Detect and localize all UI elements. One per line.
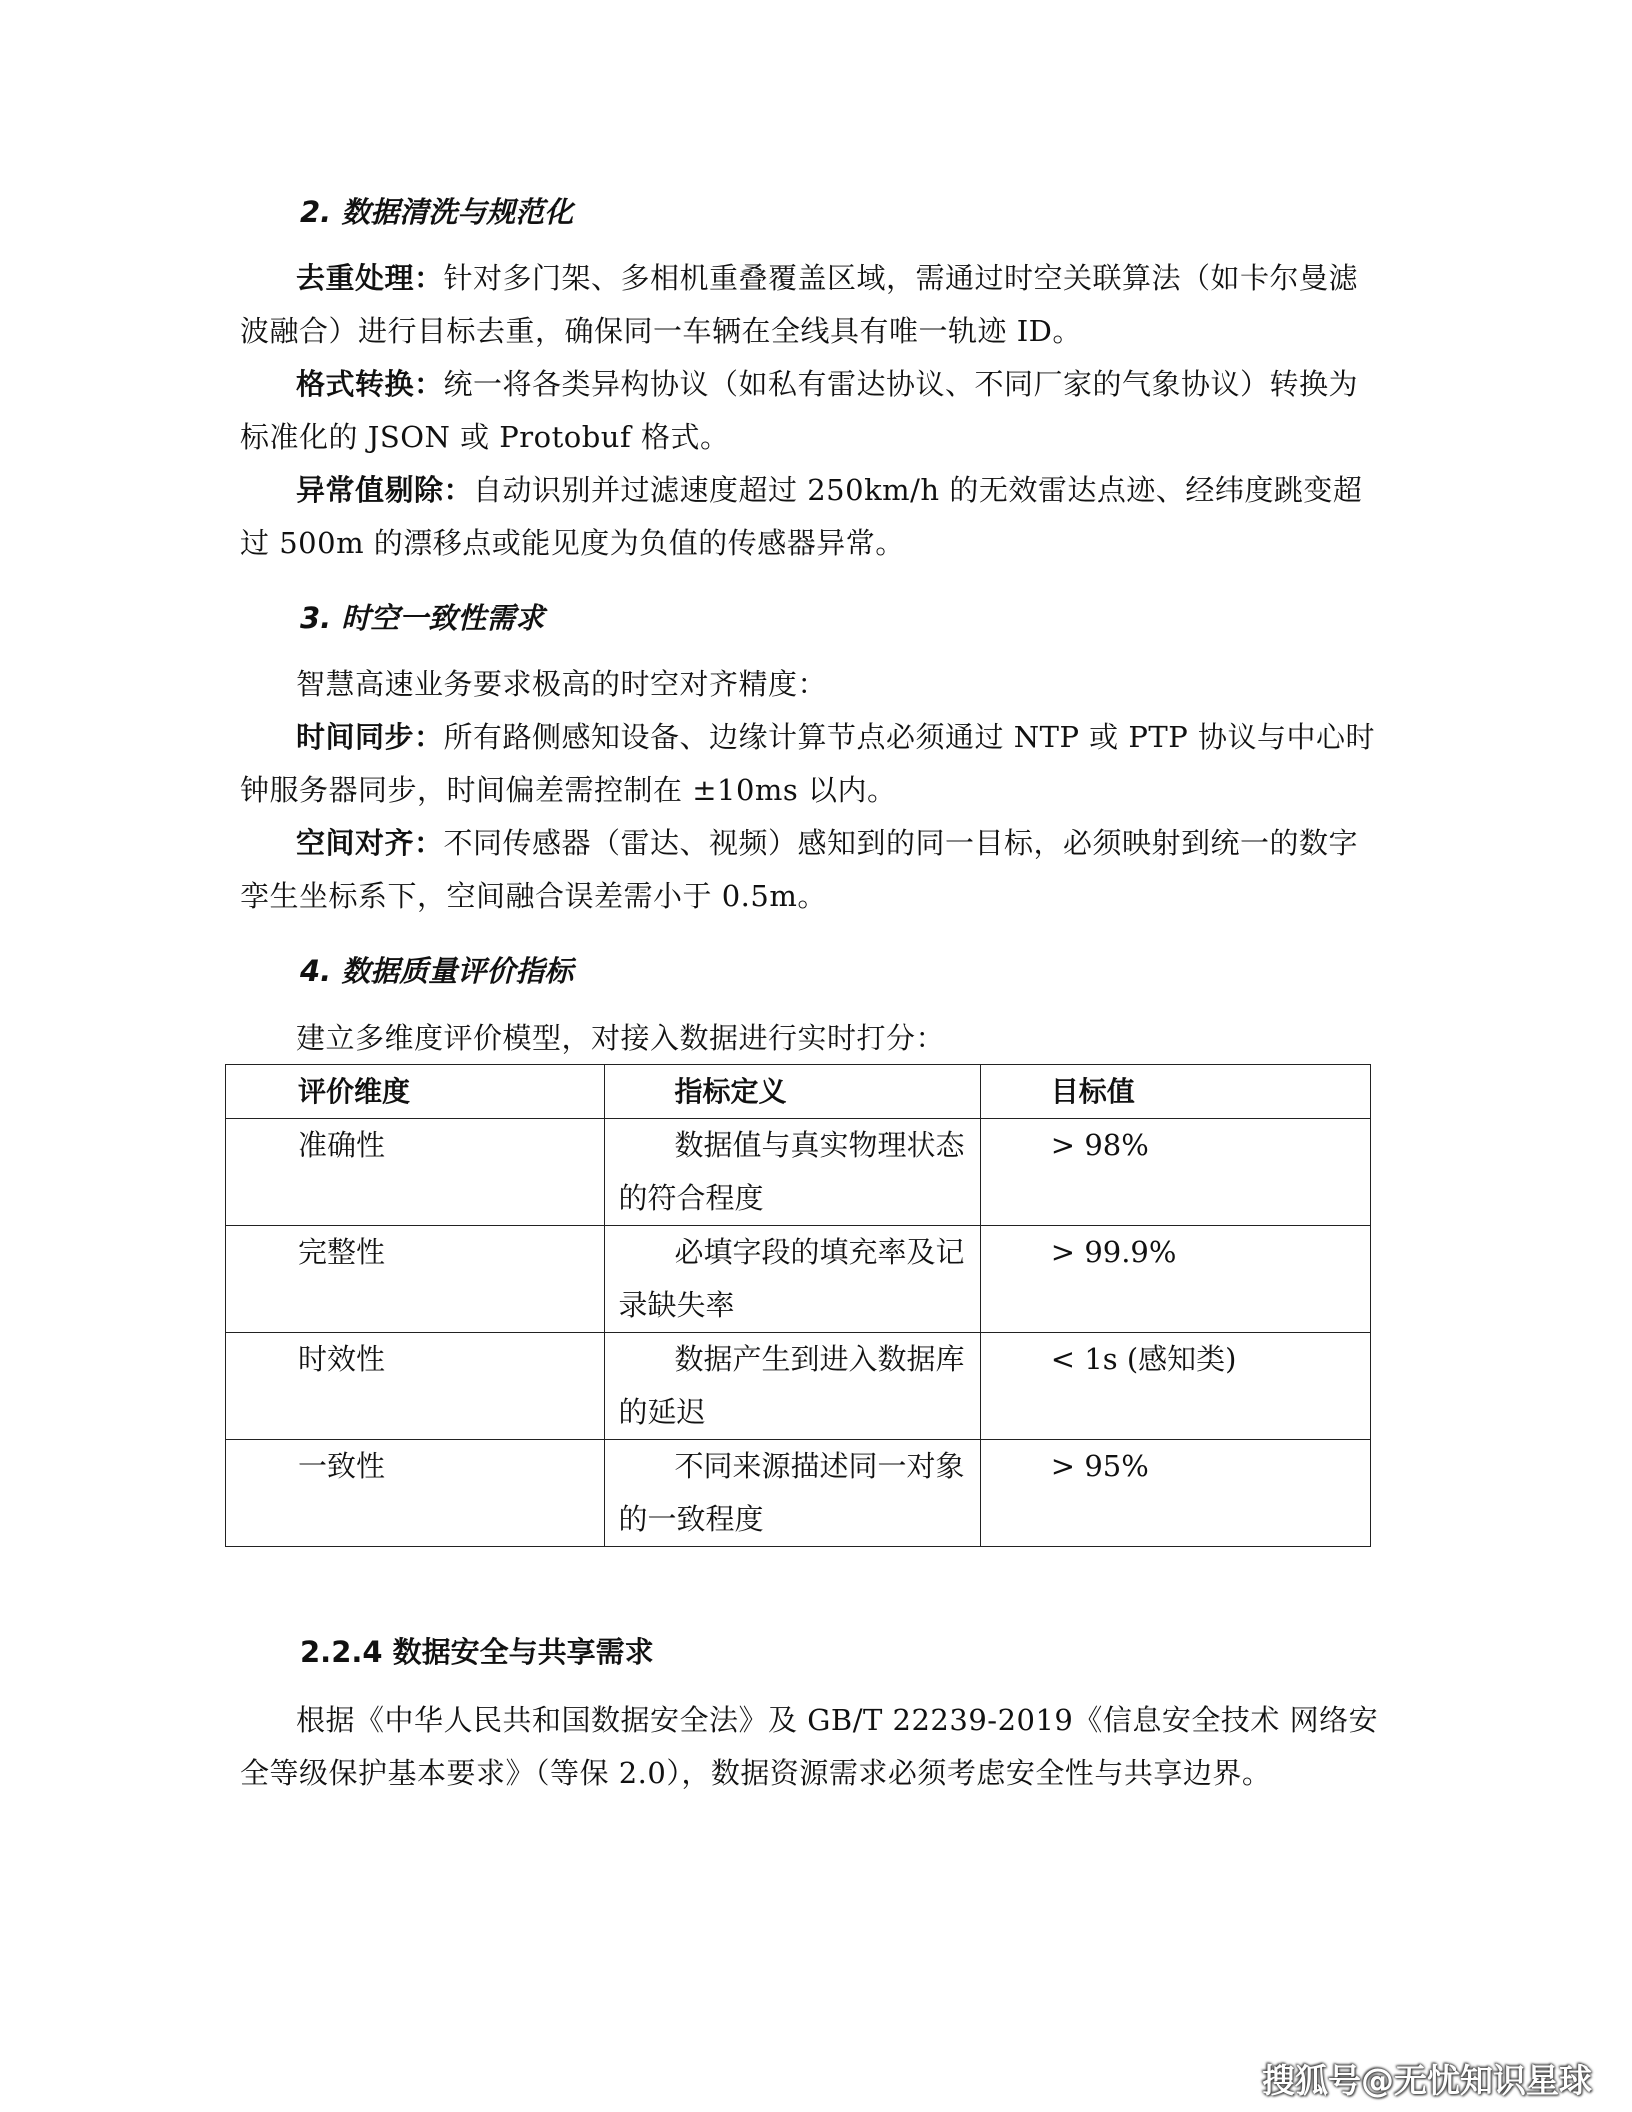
col-header-definition: 指标定义 xyxy=(604,1065,980,1119)
text-outlier: 自动识别并过滤速度超过 250km/h 的无效雷达点迹、经纬度跳变超过 500m 的漂移点或能见度为负值的传感器异常。 xyxy=(240,473,1363,560)
table-row xyxy=(226,1226,1371,1333)
text-dedup: 针对多门架、多相机重叠覆盖区域，需通过时空关联算法（如卡尔曼滤波融合）进行目标去重，确保同一车辆在全线具有唯一轨迹 ID。 xyxy=(240,261,1359,348)
paragraph-format xyxy=(240,358,1380,464)
cell-definition xyxy=(604,1226,980,1333)
label-space-align: 空间对齐： xyxy=(296,826,444,860)
table-row xyxy=(226,1440,1371,1547)
cell-definition xyxy=(604,1440,980,1547)
paragraph-time-sync xyxy=(240,711,1380,817)
table-header-row xyxy=(226,1065,1371,1119)
paragraph-outlier xyxy=(240,464,1380,570)
heading-data-cleaning: 2. 数据清洗与规范化 xyxy=(300,195,574,229)
cell-definition xyxy=(604,1333,980,1440)
cell-dimension: 时效性 xyxy=(226,1333,605,1440)
cell-dimension: 准确性 xyxy=(226,1119,605,1226)
heading-quality-metrics: 4. 数据质量评价指标 xyxy=(300,954,574,988)
cell-definition xyxy=(604,1119,980,1226)
quality-metrics-table xyxy=(225,1064,1371,1547)
label-time-sync: 时间同步： xyxy=(296,720,444,754)
table-row xyxy=(226,1333,1371,1440)
text-time-sync: 所有路侧感知设备、边缘计算节点必须通过 NTP 或 PTP 协议与中心时钟服务器同步，时间偏差需控制在 ±10ms 以内。 xyxy=(240,720,1375,807)
cell-definition-text: 必填字段的填充率及记录缺失率 xyxy=(618,1235,965,1322)
text-space-align: 不同传感器（雷达、视频）感知到的同一目标，必须映射到统一的数字孪生坐标系下，空间融合误差需小于 0.5m。 xyxy=(240,826,1359,913)
table-row xyxy=(226,1119,1371,1226)
paragraph-security-sharing: 根据《中华人民共和国数据安全法》及 GB/T 22239-2019《信息安全技术 网络安全等级保护基本要求》（等保 2.0），数据资源需求必须考虑安全性与共享边界。 xyxy=(240,1703,1379,1790)
label-format: 格式转换： xyxy=(296,367,444,401)
cell-dimension: 一致性 xyxy=(226,1440,605,1547)
paragraph-quality-intro: 建立多维度评价模型，对接入数据进行实时打分： xyxy=(296,1021,946,1055)
label-outlier: 异常值剔除： xyxy=(296,473,474,507)
text-format: 统一将各类异构协议（如私有雷达协议、不同厂家的气象协议）转换为标准化的 JSON 或 Protobuf 格式。 xyxy=(240,367,1359,454)
heading-security-sharing: 2.2.4 数据安全与共享需求 xyxy=(300,1635,654,1669)
cell-target: < 1s (感知类) xyxy=(980,1333,1370,1440)
paragraph-spatiotemporal-intro: 智慧高速业务要求极高的时空对齐精度： xyxy=(296,667,828,701)
label-dedup: 去重处理： xyxy=(296,261,444,295)
col-header-target: 目标值 xyxy=(980,1065,1370,1119)
col-header-dimension: 评价维度 xyxy=(226,1065,605,1119)
heading-spatiotemporal: 3. 时空一致性需求 xyxy=(300,601,545,635)
watermark: 搜狐号@无忧知识星球 xyxy=(1262,2061,1592,2100)
cell-definition-text: 数据值与真实物理状态的符合程度 xyxy=(618,1128,965,1215)
cell-target: > 99.9% xyxy=(980,1226,1370,1333)
paragraph-dedup xyxy=(240,252,1380,358)
cell-dimension: 完整性 xyxy=(226,1226,605,1333)
cell-target: > 98% xyxy=(980,1119,1370,1226)
paragraph-space-align xyxy=(240,817,1380,923)
cell-definition-text: 数据产生到进入数据库的延迟 xyxy=(618,1342,965,1429)
cell-definition-text: 不同来源描述同一对象的一致程度 xyxy=(618,1449,965,1536)
cell-target: > 95% xyxy=(980,1440,1370,1547)
